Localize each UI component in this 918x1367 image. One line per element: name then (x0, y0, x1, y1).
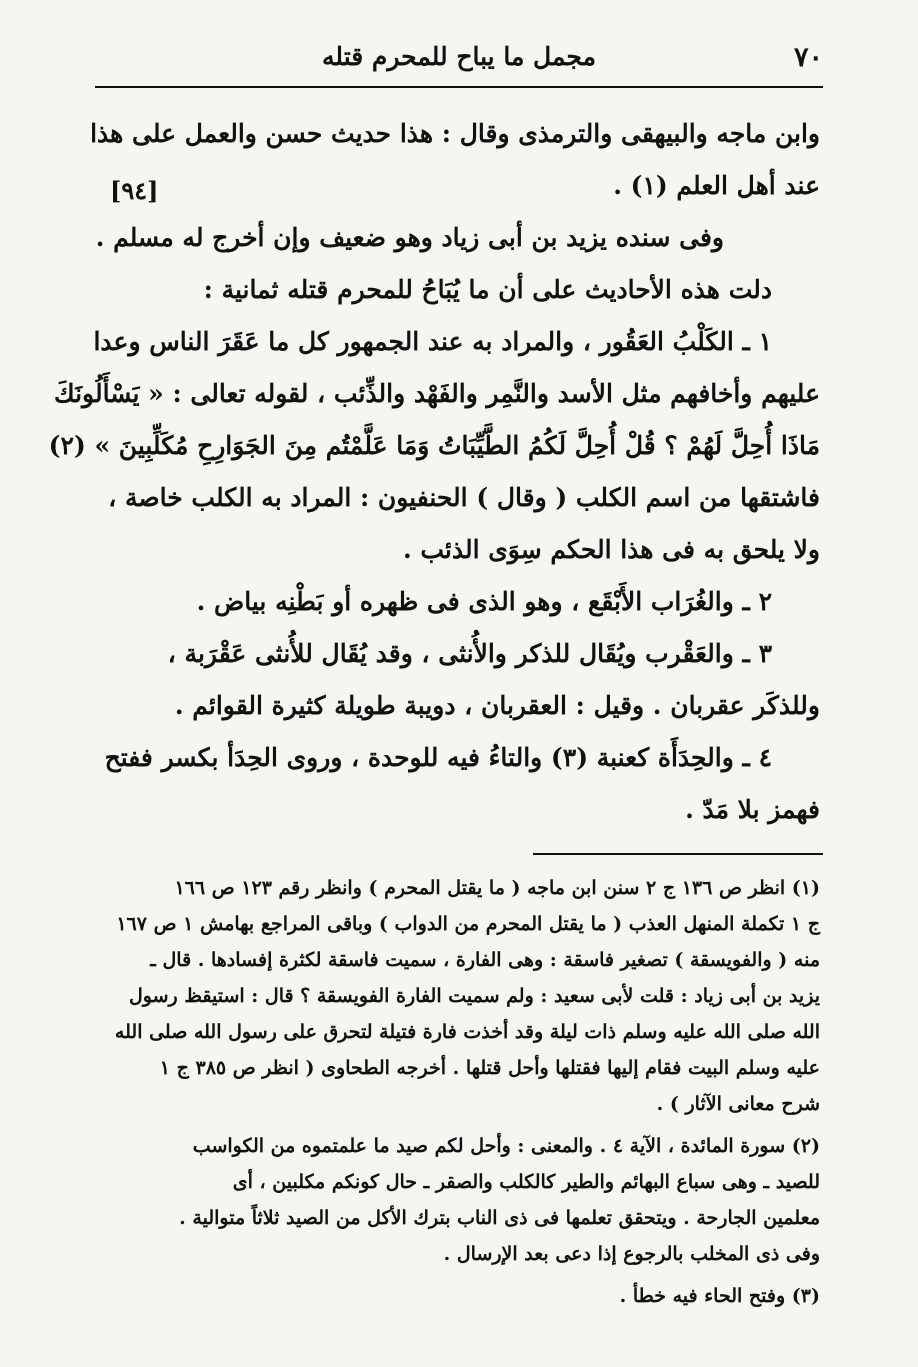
footnote-1 (110, 870, 820, 1122)
page-header (95, 30, 823, 88)
footnote-line: الله صلى الله عليه وسلم ذات ليلة وقد أخذت فارة فتيلة لتحرق على رسول الله صلى الله (114, 1021, 820, 1043)
text-line: ٢ ـ والغُرَاب الأَبْقَع ، وهو الذى فى ظهره أو بَطْنِه بياض . (196, 587, 772, 616)
text-line: عند أهل العلم (١) . (613, 171, 820, 200)
text-line: وابن ماجه والبيهقى والترمذى وقال : هذا حديث حسن والعمل على هذا (90, 119, 820, 148)
text-line: فهمز بلا مَدّ . (685, 795, 820, 824)
footnote-line: معلمين الجارحة . ويتحقق تعلمها فى ذى الناب بترك الأكل من الصيد ثلاثاً متوالية . (179, 1207, 820, 1229)
text-line: ١ ـ الكَلْبُ العَقُور ، والمراد به عند الجمهور كل ما عَقَرَ الناس وعدا (93, 327, 772, 356)
footnote-2 (110, 1128, 820, 1272)
reference-number: [٩٤] (110, 176, 159, 205)
footnote-line: يزيد بن أبى زياد : قلت لأبى سعيد : ولم سميت الفارة الفويسقة ؟ قال : استيقظ رسول (129, 985, 820, 1007)
text-line: دلت هذه الأحاديث على أن ما يُبَاحُ للمحرم قتله ثمانية : (203, 275, 772, 304)
footnote-separator (533, 853, 823, 855)
footnote-line: (٢) سورة المائدة ، الآية ٤ . والمعنى : وأحل لكم صيد ما علمتموه من الكواسب (192, 1135, 820, 1157)
text-line: عليهم وأخافهم مثل الأسد والنَّمِر والفَهْد والذِّئب ، لقوله تعالى : « يَسْأَلُونَكَ (54, 379, 820, 408)
running-title: مجمل ما يباح للمحرم قتله (322, 42, 596, 71)
text-line: ٣ ـ والعَقْرب ويُقَال للذكر والأُنثى ، وقد يُقَال للأُنثى عَقْرَبة ، (167, 639, 772, 668)
page-number: ٧٠ (793, 42, 823, 73)
footnote-line: ج ١ تكملة المنهل العذب ( ما يقتل المحرم من الدواب ) وباقى المراجع بهامش ١ ص ١٦٧ (116, 913, 820, 935)
footnote-line: للصيد ـ وهى سباع البهائم والطير كالكلب والصقر ـ حال كونكم مكلبين ، أى (232, 1171, 820, 1193)
footnote-line: منه ( والفويسقة ) تصغير فاسقة : وهى الفارة ، سميت فاسقة لكثرة إفسادها . قال ـ (150, 949, 820, 971)
text-line: ٤ ـ والحِدَأَة كعنبة (٣) والتاءُ فيه للوحدة ، وروى الحِدَأ بكسر ففتح (104, 743, 772, 772)
text-line: وفى سنده يزيد بن أبى زياد وهو ضعيف وإن أخرج له مسلم . (95, 223, 724, 252)
text-line: وللذكَر عقربان . وقيل : العقربان ، دويبة طويلة كثيرة القوائم . (174, 691, 820, 720)
text-line: فاشتقها من اسم الكلب ( وقال ) الحنفيون : المراد به الكلب خاصة ، (108, 483, 820, 512)
footnotes (110, 870, 820, 1320)
footnote-line: (١) انظر ص ١٣٦ ج ٢ سنن ابن ماجه ( ما يقتل المحرم ) وانظر رقم ١٢٣ ص ١٦٦ (174, 877, 820, 899)
footnote-line: عليه وسلم البيت فقام إليها فقتلها وأحل قتلها . أخرجه الطحاوى ( انظر ص ٣٨٥ ج ١ (159, 1057, 820, 1079)
footnote-line: (٣) وفتح الحاء فيه خطأ . (619, 1285, 820, 1307)
text-line: مَاذَا أُحِلَّ لَهُمْ ؟ قُلْ أُحِلَّ لَكُمُ الطَّيِّبَاتُ وَمَا عَلَّمْتُم مِنَ الجَوَارِحِ مُكَلِّبِينَ » (٢) (48, 431, 820, 460)
main-text (48, 108, 820, 836)
footnote-line: وفى ذى المخلب بالرجوع إذا دعى بعد الإرسال . (443, 1243, 820, 1265)
text-line: ولا يلحق به فى هذا الحكم سِوَى الذئب . (402, 535, 820, 564)
footnote-line: شرح معانى الآثار ) . (656, 1093, 820, 1115)
footnote-3 (110, 1278, 820, 1314)
